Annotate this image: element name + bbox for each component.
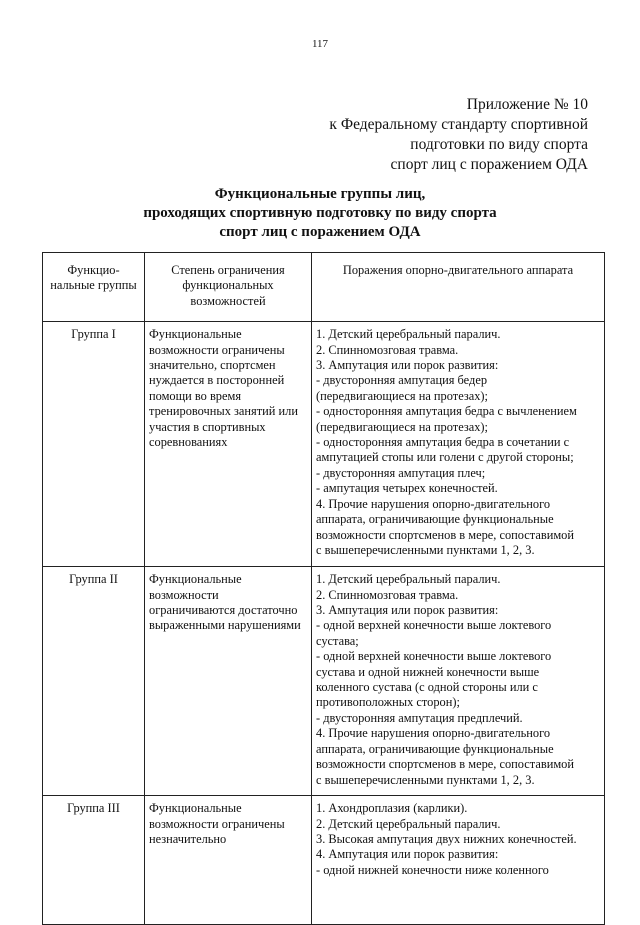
text-line: 4. Прочие нарушения опорно-двигательного <box>316 496 551 511</box>
table-row <box>43 796 605 925</box>
text-line: 2. Спинномозговая травма. <box>316 587 459 602</box>
text-line: возможностей <box>190 293 266 308</box>
appendix-heading <box>329 95 588 175</box>
document-title <box>0 185 640 242</box>
text-line: (передвигающиеся на протезах); <box>316 419 488 434</box>
appendix-line: спорт лиц с поражением ОДА <box>390 156 588 173</box>
functional-groups-table <box>42 252 605 925</box>
header-lesions <box>312 253 605 322</box>
text-line: Функциональные <box>149 572 242 587</box>
text-line: соревнованиях <box>149 435 228 450</box>
text-line: незначительно <box>149 832 227 847</box>
lesions-cell <box>312 796 605 925</box>
page-number: 117 <box>311 38 329 50</box>
text-line: 4. Ампутация или порок развития: <box>316 847 499 862</box>
text-line: аппарата, ограничивающие функциональные <box>316 512 554 527</box>
lesions-cell <box>312 322 605 567</box>
text-line: сустава; <box>316 633 359 648</box>
text-line: участия в спортивных <box>149 419 266 434</box>
text-line: ограничиваются достаточно <box>149 603 298 618</box>
text-line: 3. Высокая ампутация двух нижних конечностей. <box>316 832 577 847</box>
title-line: Функциональные группы лиц, <box>214 186 426 202</box>
title-line: спорт лиц с поражением ОДА <box>219 224 421 240</box>
table-row <box>43 322 605 567</box>
text-line: возможности <box>149 587 219 602</box>
text-line: значительно, спортсмен <box>149 358 276 373</box>
text-line: 3. Ампутация или порок развития: <box>316 603 499 618</box>
appendix-line: к Федеральному стандарту спортивной <box>329 116 588 133</box>
text-line: помощи во время <box>149 388 242 403</box>
lesions-cell <box>312 567 605 796</box>
text-line: противоположных сторон); <box>316 695 460 710</box>
text-line: Функциональные <box>149 327 242 342</box>
text-line: возможности ограничены <box>149 816 285 831</box>
appendix-line: подготовки по виду спорта <box>410 136 588 153</box>
text-line: 2. Спинномозговая травма. <box>316 342 459 357</box>
text-line: - одной верхней конечности выше локтевого <box>316 618 552 633</box>
text-line: 1. Детский церебральный паралич. <box>316 327 501 342</box>
text-line: функциональных <box>182 278 274 293</box>
text-line: 4. Прочие нарушения опорно-двигательного <box>316 726 551 741</box>
text-line: Функциональные <box>149 801 242 816</box>
text-line: - односторонняя ампутация бедра в сочетании с <box>316 435 570 450</box>
text-line: - ампутация четырех конечностей. <box>316 481 498 496</box>
text-line: Поражения опорно-двигательного аппарата <box>342 263 574 277</box>
text-line: 1. Детский церебральный паралич. <box>316 572 501 587</box>
text-line: Степень ограничения <box>171 263 285 277</box>
text-line: 3. Ампутация или порок развития: <box>316 358 499 373</box>
text-line: нальные группы <box>50 278 137 293</box>
text-line: - двусторонняя ампутация бедер <box>316 373 488 388</box>
text-line: (передвигающиеся на протезах); <box>316 388 488 403</box>
degree-cell <box>145 567 312 796</box>
text-line: выраженными нарушениями <box>149 618 301 633</box>
text-line: коленного сустава (с одной стороны или с <box>316 680 538 695</box>
text-line: возможности спортсменов в мере, сопоставимой <box>316 527 575 542</box>
text-line: возможности спортсменов в мере, сопоставимой <box>316 757 575 772</box>
group-cell: Группа I <box>43 322 145 567</box>
table-row <box>43 567 605 796</box>
text-line: - одной верхней конечности выше локтевого <box>316 649 552 664</box>
text-line: - одной нижней конечности ниже коленного <box>316 862 549 877</box>
text-line: 2. Детский церебральный паралич. <box>316 816 501 831</box>
appendix-line: Приложение № 10 <box>466 96 588 113</box>
degree-cell <box>145 322 312 567</box>
text-line: ампутацией стопы или голени с другой стороны; <box>316 450 574 465</box>
text-line: тренировочных занятий или <box>149 404 298 419</box>
text-line: - односторонняя ампутация бедра с вычленением <box>316 404 577 419</box>
text-line: - двусторонняя ампутация предплечий. <box>316 710 523 725</box>
text-line: сустава и одной нижней конечности выше <box>316 664 540 679</box>
group-cell: Группа III <box>43 796 145 925</box>
text-line: с вышеперечисленными пунктами 1, 2, 3. <box>316 772 535 787</box>
text-line: Функцио- <box>67 263 120 277</box>
text-line: с вышеперечисленными пунктами 1, 2, 3. <box>316 542 535 557</box>
text-line: нуждается в посторонней <box>149 373 285 388</box>
title-line: проходящих спортивную подготовку по виду спорта <box>143 205 497 221</box>
text-line: - двусторонняя ампутация плеч; <box>316 465 486 480</box>
text-line: аппарата, ограничивающие функциональные <box>316 741 554 756</box>
header-limitation-degree <box>145 253 312 322</box>
degree-cell <box>145 796 312 925</box>
header-functional-groups <box>43 253 145 322</box>
group-cell: Группа II <box>43 567 145 796</box>
table-header-row <box>43 253 605 322</box>
text-line: возможности ограничены <box>149 342 285 357</box>
text-line: 1. Ахондроплазия (карлики). <box>316 801 468 816</box>
